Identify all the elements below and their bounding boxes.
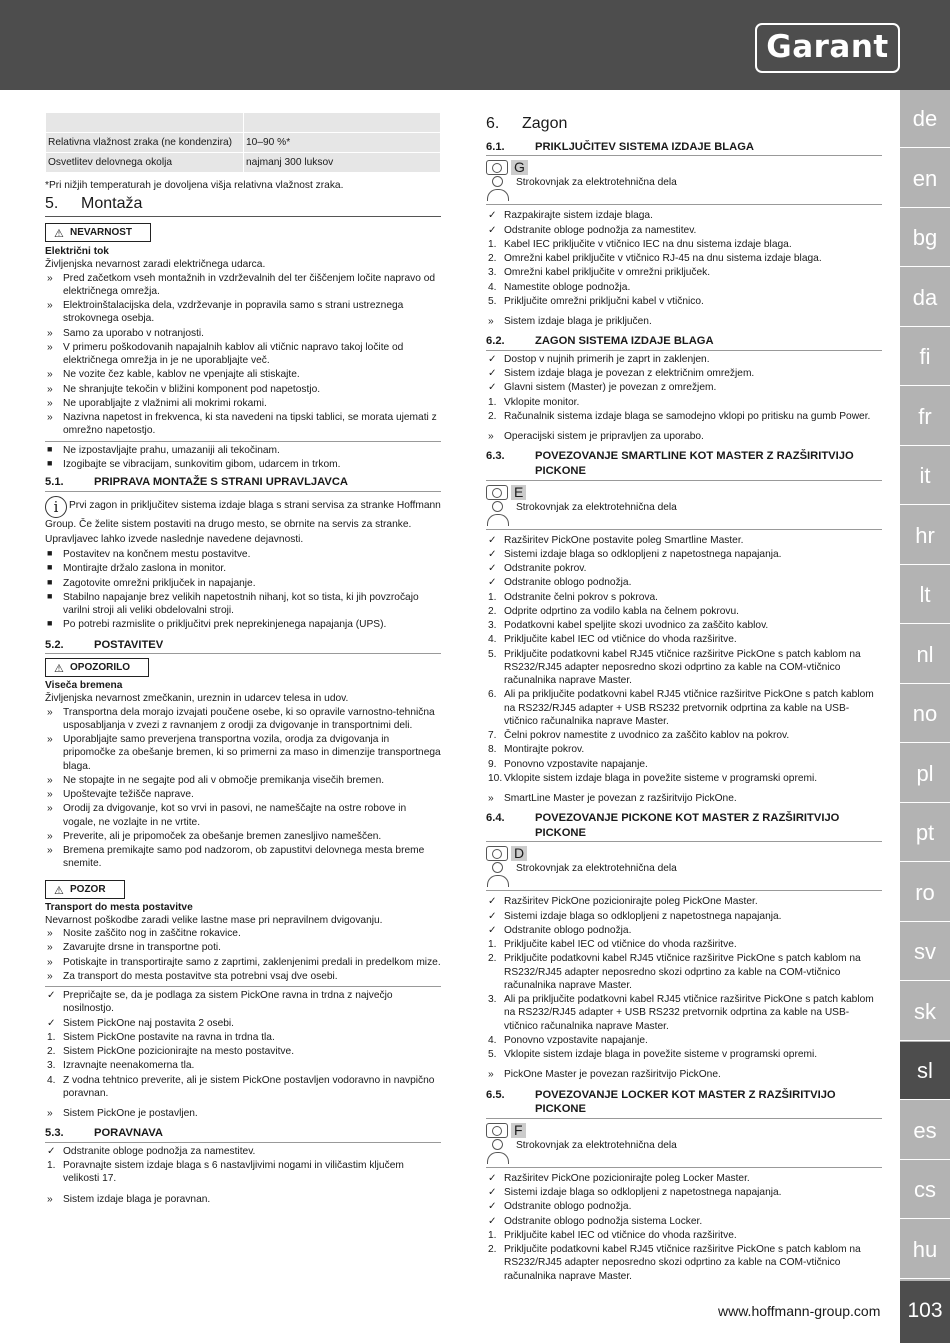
list-item: 3. Podatkovni kabel speljite skozi uvodnico za zaščito kablov. (488, 620, 769, 632)
right-column (486, 114, 882, 1284)
warning-list (45, 706, 441, 871)
language-tab-pt[interactable]: pt (900, 804, 950, 862)
warning-triangle-icon: ⚠ (54, 228, 64, 241)
expert-label: Strokovnjak za elektrotehnična dela (516, 863, 677, 875)
list-item: 1. Kabel IEC priključite v vtičnico IEC na dnu sistema izdaje blaga. (488, 238, 792, 250)
s52-checks (45, 989, 441, 1030)
list-item: 5. Priključite podatkovni kabel RJ45 vtičnice razširitve PickOne s patch kablom na RS232/RJ45 adapter neposredno skozi odprtino za kable na COM-vtičnico računalnika naprave Master. (488, 648, 861, 687)
list-item: » Za transport do mesta postavitve sta potrebni vsaj dve osebi. (47, 970, 338, 982)
spec-key: Relativna vlažnost zraka (ne kondenzira) (46, 133, 244, 153)
list-item: 4. Z vodna tehtnico preverite, ali je sistem PickOne postavljen vodoravno in navpično poravnan. (47, 1074, 435, 1099)
section-6-heading: 6. Zagon (486, 115, 568, 132)
s61-checks (486, 209, 882, 237)
list-item: » Ne uporabljajte z vlažnimi ali mokrimi rokami. (47, 397, 267, 409)
list-item: ✓ Razširitev PickOne pozicionirajte poleg Locker Master. (488, 1172, 750, 1184)
list-item: » Nosite zaščito nog in zaščitne rokavice. (47, 928, 241, 940)
section-5-1-heading: 5.1. PRIPRAVA MONTAŽE S STRANI UPRAVLJAVCA (45, 475, 441, 492)
list-item: ✓ Sistemi izdaje blaga so odklopljeni z napetostnega napajanja. (488, 548, 782, 560)
warning-title: Viseča bremena (45, 680, 123, 692)
list-item: » Nazivna napetost in frekvenca, ki sta navedeni na tipski tablici, se morata ujemati z omrežno napetostjo. (47, 412, 437, 437)
list-item: 3. Izravnajte neenakomerna tla. (47, 1060, 195, 1072)
list-item: 3. Omrežni kabel priključite v omrežni priključek. (488, 267, 711, 279)
list-item: » Bremena premikajte samo pod nadzorom, ob zapustitvi delovnega mesta breme snemite. (47, 845, 425, 870)
language-tab-de[interactable]: de (900, 90, 950, 148)
list-item: 4. Namestite obloge podnožja. (488, 281, 631, 293)
list-item: 2. Omrežni kabel priključite v vtičnico RJ-45 na dnu sistema izdaje blaga. (488, 253, 822, 265)
section-6-3-heading: 6.3. POVEZOVANJE SMARTLINE KOT MASTER Z RAZŠIRITVIJO PICKONE (486, 449, 882, 480)
camera-icon (486, 160, 508, 175)
language-tab-ro[interactable]: ro (900, 864, 950, 922)
person-icon (486, 1139, 510, 1165)
table-row (46, 113, 441, 133)
language-tab-hr[interactable]: hr (900, 507, 950, 565)
garant-logo: Garant (755, 23, 900, 73)
list-item: » Ne shranjujte tekočin v bližini komponent pod napetostjo. (47, 383, 321, 395)
s53-result: » Sistem izdaje blaga je poravnan. (47, 1193, 211, 1205)
s65-steps (486, 1229, 882, 1283)
language-tab-it[interactable]: it (900, 447, 950, 505)
list-item: 2. Odprite odprtino za vodilo kabla na čelnem pokrovu. (488, 605, 740, 617)
list-item: » Preverite, ali je pripomoček za obešanje bremen zanesljivo nameščen. (47, 830, 382, 842)
list-item: 2. Sistem PickOne pozicionirajte na mesto postavitve. (47, 1046, 295, 1058)
list-item: ✓ Razširitev PickOne postavite poleg Smartline Master. (488, 534, 744, 546)
list-item: ■ Montirajte držalo zaslona in monitor. (47, 562, 227, 575)
camera-icon (486, 485, 508, 500)
s52-result: » Sistem PickOne je postavljen. (47, 1108, 198, 1120)
caution-list (45, 927, 441, 983)
list-item: » Upoštevajte težišče naprave. (47, 789, 194, 801)
list-item: ✓ Sistemi izdaje blaga so odklopljeni z napetostnega napajanja. (488, 1187, 782, 1199)
specs-table (45, 112, 441, 173)
spec-note: *Pri nižjih temperaturah je dovoljena višja relativna vlažnost zraka. (45, 180, 344, 191)
list-item: ■ Izogibajte se vibracijam, sunkovitim gibom, udarcem in trkom. (47, 457, 341, 470)
list-item: 9. Ponovno vzpostavite napajanje. (488, 758, 648, 770)
notes-list (45, 444, 441, 472)
caution-title: Transport do mesta postavitve (45, 901, 193, 913)
list-item: 6. Ali pa priključite podatkovni kabel RJ45 vtičnice razširitve PickOne s patch kablom na RS232/RJ45 adapter + USB RS232 pretvornik odprtina za kable na USB-vtičnico računalnika naprave Master. (488, 689, 874, 727)
section-6-2-heading: 6.2. ZAGON SISTEMA IZDAJE BLAGA (486, 334, 882, 351)
figure-badge: D (511, 846, 527, 861)
s51-info: i Prvi zagon in priključitev sistema izdaje blaga s strani servisa za stranke Hoffmann Group. Če želite sistem postaviti na drugo mesto, se obrnite na servis za stranke. (45, 497, 441, 530)
list-item: ✓ Sistem PickOne naj postavita 2 osebi. (47, 1017, 235, 1029)
s51-list (45, 548, 441, 632)
language-tab-nl[interactable]: nl (900, 626, 950, 684)
language-tab-lt[interactable]: lt (900, 566, 950, 624)
language-tab-es[interactable]: es (900, 1102, 950, 1160)
section-5-3-heading: 5.3. PORAVNAVA (45, 1126, 441, 1143)
figure-badge: F (511, 1123, 526, 1138)
list-item: 8. Montirajte pokrov. (488, 744, 585, 756)
language-tab-pl[interactable]: pl (900, 745, 950, 803)
s61-result: » Sistem izdaje blaga je priključen. (488, 316, 652, 328)
list-item: ✓ Odstranite oblogo podnožja sistema Locker. (488, 1215, 703, 1227)
expert-label: Strokovnjak za elektrotehnična dela (516, 1139, 677, 1151)
list-item: 2. Priključite podatkovni kabel RJ45 vtičnice razširitve PickOne s patch kablom na RS232/RJ45 adapter neposredno skozi odprtino za kable na COM-vtičnico računalnika naprave Master. (488, 953, 861, 991)
section-6-5-heading: 6.5. POVEZOVANJE LOCKER KOT MASTER Z RAZŠIRITVIJO PICKONE (486, 1088, 882, 1119)
s51-text: Upravljavec lahko izvede naslednje navedene dejavnosti. (45, 533, 304, 545)
section-5-heading: 5. Montaža (45, 194, 441, 217)
list-item: 4. Ponovno vzpostavite napajanje. (488, 1034, 648, 1046)
s63-result: » SmartLine Master je povezan z razširitvijo PickOne. (488, 793, 737, 805)
page-number: 103 (900, 1281, 950, 1343)
list-item: » Orodij za dvigovanje, kot so vrvi in pasovi, ne nameščajte na ostre robove in vogale, ne vozlajte in ne vrtite. (47, 803, 407, 828)
camera-icon (486, 846, 508, 861)
section-5-2-heading: 5.2. POSTAVITEV (45, 638, 441, 655)
table-row (46, 153, 441, 173)
list-item: 1. Priključite kabel IEC od vtičnice do vhoda razširitve. (488, 939, 737, 951)
list-item: ■ Ne izpostavljajte prahu, umazaniji ali tekočinam. (47, 443, 280, 456)
list-item: » Elektroinštalacijska dela, vzdrževanje in popravila samo s strani ustreznega strokovnega osebja. (47, 300, 404, 325)
s62-result: » Operacijski sistem je pripravljen za uporabo. (488, 431, 704, 443)
list-item: » Samo za uporabo v notranjosti. (47, 327, 205, 339)
list-item: ■ Stabilno napajanje brez velikih napetostnih nihanj, kot so tista, ki jih povzročajo varilni stroji ali veliki obdelovalni stroji. (47, 590, 419, 617)
section-6-4-heading: 6.4. POVEZOVANJE PICKONE KOT MASTER Z RAZŠIRITVIJO PICKONE (486, 811, 882, 842)
s64-checks (486, 895, 882, 937)
list-item: » Pred začetkom vseh montažnih in vzdrževalnih del ter čiščenjem ločite napravo od električnega omrežja. (47, 272, 436, 297)
left-column (45, 112, 441, 1207)
spec-key: Osvetlitev delovnega okolja (46, 153, 244, 173)
list-item: ✓ Sistemi izdaje blaga so odklopljeni z napetostnega napajanja. (488, 910, 782, 922)
person-icon (486, 176, 510, 202)
list-item: 1. Vklopite monitor. (488, 396, 580, 408)
list-item: 4. Priključite kabel IEC od vtičnice do vhoda razširitve. (488, 634, 737, 646)
caution-text: Nevarnost poškodbe zaradi velike lastne mase pri nepravilnem dvigovanju. (45, 914, 383, 926)
language-tab-sl[interactable]: sl (900, 1042, 950, 1100)
list-item: » Uporabljajte samo preverjena transportna vozila, orodja za dvigovanja in pripomočke za obešanje bremen, ki so primerni za maso in dimenzije transportnega blaga. (47, 734, 441, 772)
list-item: ✓ Odstranite obloge podnožja za namestitev. (488, 224, 697, 236)
list-item: 1. Poravnajte sistem izdaje blaga s 6 nastavljivimi nogami in viličastim ključem velikosti 17. (47, 1160, 404, 1185)
list-item: ✓ Odstranite oblogo podnožja. (488, 577, 632, 589)
spec-value (244, 113, 441, 133)
language-tab-hu[interactable]: hu (900, 1221, 950, 1279)
list-item: ✓ Dostop v nujnih primerih je zaprt in zaklenjen. (488, 353, 710, 365)
s53-checks (45, 1145, 441, 1158)
s53-steps (45, 1159, 441, 1186)
spec-key (46, 113, 244, 133)
list-item: ✓ Razpakirajte sistem izdaje blaga. (488, 210, 653, 222)
warning-label: ⚠ OPOZORILO (45, 658, 149, 677)
list-item: 1. Priključite kabel IEC od vtičnice do vhoda razširitve. (488, 1229, 737, 1241)
list-item: ✓ Prepričajte se, da je podlaga za sistem PickOne ravna in trdna z največjo nosilnostjo. (47, 990, 393, 1015)
s64-steps (486, 938, 882, 1061)
list-item: ■ Postavitev na končnem mestu postavitve. (47, 548, 251, 561)
list-item: ■ Zagotovite omrežni priključek in napajanje. (47, 576, 256, 589)
warning-text: Življenjska nevarnost zmečkanin, ureznin in udarcev telesa in udov. (45, 693, 349, 705)
language-tab-no[interactable]: no (900, 685, 950, 743)
s61-steps (486, 238, 882, 308)
spec-value: najmanj 300 luksov (244, 153, 441, 173)
warning-triangle-icon: ⚠ (54, 663, 64, 676)
list-item: » Potiskajte in transportirajte samo z zaprtimi, zaklenjenimi predali in predelkom mize. (47, 956, 441, 968)
list-item: ✓ Odstranite obloge podnožja za namestitev. (47, 1145, 256, 1157)
header-bar (0, 0, 950, 90)
expert-label: Strokovnjak za elektrotehnična dela (516, 501, 677, 513)
list-item: 2. Računalnik sistema izdaje blaga se samodejno vklopi po pritisku na gumb Power. (488, 410, 871, 422)
list-item: » Ne stopajte in ne segajte pod ali v območje premikanja visečih bremen. (47, 774, 385, 786)
section-6-1-heading: 6.1. PRIKLJUČITEV SISTEMA IZDAJE BLAGA (486, 140, 882, 157)
language-tab-fi[interactable]: fi (900, 328, 950, 386)
language-tab-fr[interactable]: fr (900, 388, 950, 446)
list-item: ✓ Odstranite pokrov. (488, 563, 587, 575)
list-item: » Zavarujte drsne in transportne poti. (47, 942, 221, 954)
figure-badge: E (511, 485, 526, 500)
danger-list (45, 272, 441, 438)
language-tab-da[interactable]: da (900, 269, 950, 327)
list-item: 10. Vklopite sistem izdaje blaga in povežite sisteme v programski opremi. (488, 772, 818, 784)
danger-title: Električni tok (45, 246, 109, 258)
list-item: ■ Po potrebi razmislite o priključitvi prek neprekinjenega napajanja (UPS). (47, 618, 387, 631)
danger-label: ⚠ NEVARNOST (45, 223, 151, 242)
figure-badge: G (511, 160, 528, 175)
s63-checks (486, 534, 882, 590)
language-tab-bg[interactable]: bg (900, 209, 950, 267)
person-icon (486, 862, 510, 888)
language-tab-sk[interactable]: sk (900, 983, 950, 1041)
list-item: 7. Čelni pokrov namestite z uvodnico za zaščito kablov na pokrov. (488, 730, 790, 742)
list-item: 1. Sistem PickOne postavite na ravna in trdna tla. (47, 1031, 275, 1043)
table-row (46, 133, 441, 153)
list-item: ✓ Odstranite oblogo podnožja. (488, 924, 632, 936)
info-icon: i (45, 496, 67, 518)
expert-label: Strokovnjak za elektrotehnična dela (516, 177, 677, 189)
list-item: 5. Priključite omrežni priključni kabel v vtičnico. (488, 295, 704, 307)
spec-value: 10–90 %* (244, 133, 441, 153)
s64-result: » PickOne Master je povezan razširitvijo PickOne. (488, 1069, 721, 1081)
list-item: ✓ Razširitev PickOne pozicionirajte poleg PickOne Master. (488, 896, 758, 908)
list-item: » V primeru poškodovanih napajalnih kablov ali vtičnic napravo takoj ločite od električnega omrežja in je ne uporabljajte več. (47, 341, 404, 367)
s52-steps (45, 1031, 441, 1100)
language-tab-en[interactable]: en (900, 150, 950, 208)
s62-steps (486, 396, 882, 424)
list-item: » Transportna dela morajo izvajati poučene osebe, ki so opravile varnostno-tehnična usposabljanja v zvezi z ravnanjem z orodji za dvigovanje in transportnimi deli. (47, 706, 435, 731)
camera-icon (486, 1123, 508, 1138)
caution-label: ⚠ POZOR (45, 880, 125, 899)
language-tab-sv[interactable]: sv (900, 923, 950, 981)
danger-text: Življenjska nevarnost zaradi električnega udarca. (45, 259, 266, 271)
list-item: » Ne vozite čez kable, kablov ne vpenjajte ali stiskajte. (47, 369, 300, 381)
s63-steps (486, 591, 882, 786)
person-icon (486, 501, 510, 527)
list-item: 5. Vklopite sistem izdaje blaga in povežite sisteme v programski opremi. (488, 1049, 818, 1061)
list-item: 2. Priključite podatkovni kabel RJ45 vtičnice razširitve PickOne s patch kablom na RS232/RJ45 adapter neposredno skozi odprtino za kable na COM-vtičnico računalnika naprave Master. (488, 1244, 861, 1282)
list-item: 3. Ali pa priključite podatkovni kabel RJ45 vtičnice razširitve PickOne s patch kablom na RS232/RJ45 adapter + USB RS232 pretvornik odprtina za kable na USB-vtičnico računalnika naprave Master. (488, 994, 874, 1032)
list-item: 1. Odstranite čelni pokrov s pokrova. (488, 591, 659, 603)
list-item: ✓ Odstranite oblogo podnožja. (488, 1201, 632, 1213)
s65-checks (486, 1172, 882, 1228)
footer-url[interactable]: www.hoffmann-group.com (718, 1303, 881, 1319)
language-tab-cs[interactable]: cs (900, 1161, 950, 1219)
list-item: ✓ Sistem izdaje blaga je povezan z električnim omrežjem. (488, 368, 755, 380)
s62-checks (486, 353, 882, 395)
list-item: ✓ Glavni sistem (Master) je povezan z omrežjem. (488, 382, 717, 394)
warning-triangle-icon: ⚠ (54, 884, 64, 897)
